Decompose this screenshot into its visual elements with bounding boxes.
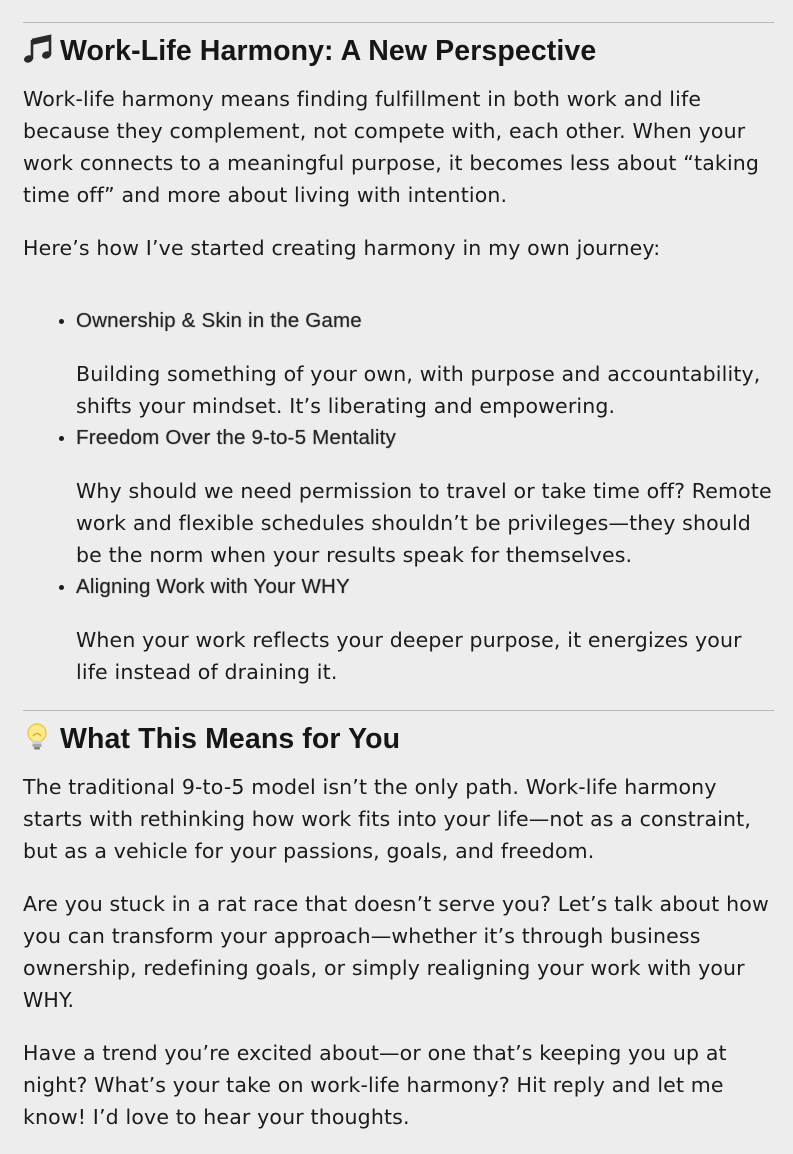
intro-paragraph: Work-life harmony means finding fulfillment in both work and life because they complement, not compete with, each other. When your work connects to a meaningful purpose, it becomes less about “taking time off” and more about living with intention.: [23, 87, 760, 207]
model-paragraph: The traditional 9-to-5 model isn’t the only path. Work-life harmony starts with rethinking how work fits into your life—not as a constraint, but as a vehicle for your passions, goals, and freedom.: [23, 775, 752, 863]
list-item-body: Why should we need permission to travel or take time off? Remote work and flexible schedules shouldn’t be privileges—they should be the norm when your results speak for themselves.: [76, 479, 772, 567]
article-content: [23, 0, 774, 1133]
divider-middle: [23, 710, 774, 711]
list-item: [76, 422, 774, 571]
section-title: What This Means for You: [60, 723, 401, 755]
list-item-body: Building something of your own, with purpose and accountability, shifts your mindset. It’s liberating and empowering.: [76, 362, 761, 418]
journey-paragraph: Here’s how I’ve started creating harmony in my own journey:: [23, 236, 661, 260]
section-work-life-harmony: [23, 34, 774, 688]
section-heading-work-life-harmony: [23, 34, 774, 68]
list-item-title: • Ownership & Skin in the Game: [76, 309, 362, 332]
section-heading-what-this-means: [23, 722, 774, 756]
section-what-this-means: [23, 722, 774, 1133]
harmony-list: [23, 305, 774, 688]
list-item-title: • Freedom Over the 9-to-5 Mentality: [76, 426, 396, 449]
list-item-body: When your work reflects your deeper purpose, it energizes your life instead of draining it.: [76, 628, 742, 684]
rat-race-paragraph: Are you stuck in a rat race that doesn’t serve you? Let’s talk about how you can transform your approach—whether it’s through business ownership, redefining goals, or simply realigning your work with your WHY.: [23, 892, 769, 1012]
lightbulb-icon: [23, 722, 55, 752]
list-item: [76, 305, 774, 422]
reply-paragraph: Have a trend you’re excited about—or one that’s keeping you up at night? What’s your take on work-life harmony? Hit reply and let me know! I’d love to hear your thoughts.: [23, 1041, 727, 1129]
list-item-title: • Aligning Work with Your WHY: [76, 575, 350, 598]
section-title: Work-Life Harmony: A New Perspective: [60, 35, 597, 67]
divider-top: [23, 22, 774, 23]
music-note-icon: [23, 34, 55, 64]
list-item: [76, 571, 774, 688]
